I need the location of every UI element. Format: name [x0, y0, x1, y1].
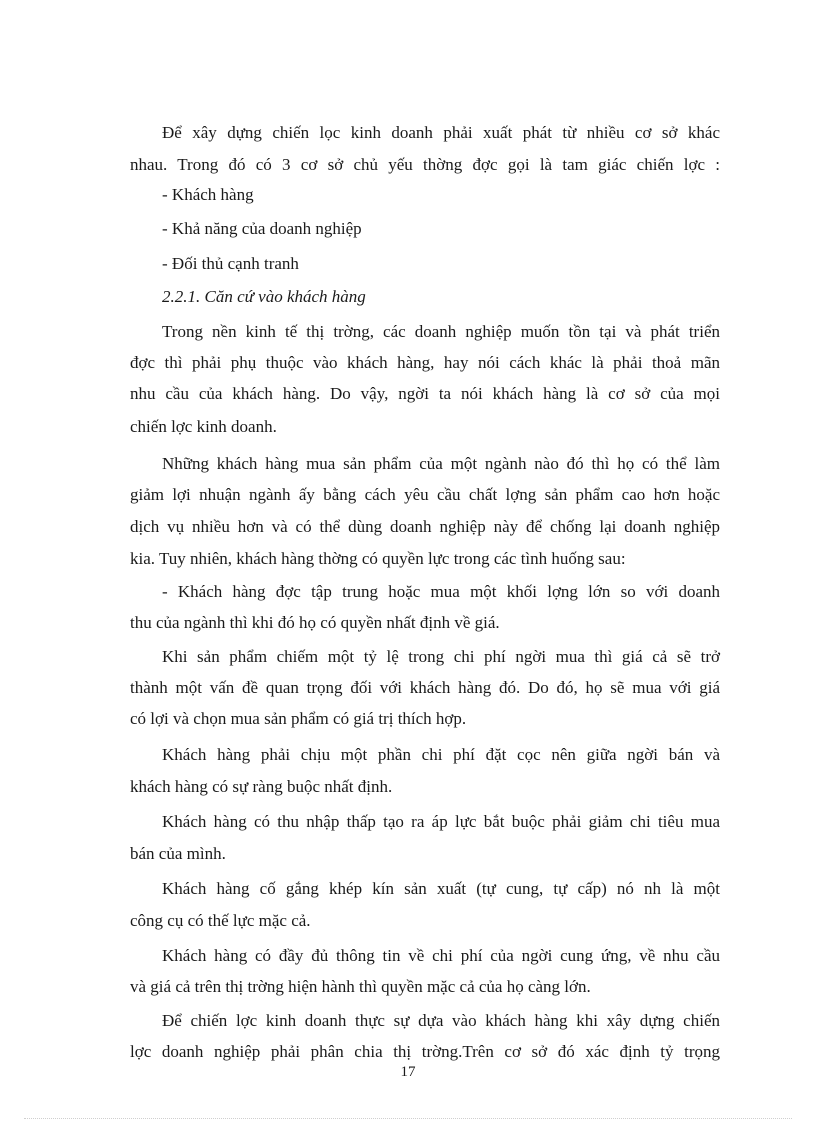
text-line: Để xây dựng chiến lọc kinh doanh phải xuất phát từ nhiều cơ sở khác — [162, 123, 720, 142]
text-line: đợc thì phải phụ thuộc vào khách hàng, hay nói cách khác là phải thoả mãn — [130, 352, 720, 372]
text-line: lợc doanh nghiệp phải phân chia thị trờng.Trên cơ sở đó xác định tỷ trọng — [130, 1042, 720, 1061]
text-line: Khách hàng cố gắng khép kín sản xuất (tự cung, tự cấp) nó nh là một — [162, 879, 720, 899]
text-line: dịch vụ nhiều hơn và có thể dùng doanh nghiệp này để chống lại doanh nghiệp — [130, 516, 720, 536]
text-line: Để chiến lợc kinh doanh thực sự dựa vào khách hàng khi xây dựng chiến — [162, 1010, 720, 1030]
text-line: Trong nền kinh tế thị trờng, các doanh nghiệp muốn tồn tại và phát triển — [162, 321, 720, 341]
list-item: - Đối thủ cạnh tranh — [162, 253, 299, 273]
list-item: - Khả năng của doanh nghiệp — [162, 218, 362, 238]
text-line: và giá cả trên thị trờng hiện hành thì quyền mặc cả của họ càng lớn. — [130, 977, 591, 997]
text-line: giảm lợi nhuận ngành ấy bằng cách yêu cầu chất lợng sản phẩm cao hơn hoặc — [130, 484, 720, 504]
text-line: Khách hàng có đầy đủ thông tin về chi phí của ngời cung ứng, về nhu cầu — [162, 946, 720, 966]
text-line: Khi sản phẩm chiếm một tỷ lệ trong chi phí ngời mua thì giá cả sẽ trở — [162, 647, 720, 667]
text-line: chiến lợc kinh doanh. — [130, 416, 277, 436]
text-line: nhau. Trong đó có 3 cơ sở chủ yếu thờng đợc gọi là tam giác chiến lợc : — [130, 154, 720, 174]
text-line: có lợi và chọn mua sản phẩm có giá trị thích hợp. — [130, 709, 467, 729]
text-line: bán của mình. — [130, 844, 226, 864]
text-line: kia. Tuy nhiên, khách hàng thờng có quyền lực trong các tình huống sau: — [130, 548, 626, 568]
section-heading: 2.2.1. Căn cứ vào khách hàng — [162, 286, 366, 306]
text-line: nhu cầu của khách hàng. Do vậy, ngời ta nói khách hàng là cơ sở của mọi — [130, 383, 720, 403]
text-line: công cụ có thế lực mặc cả. — [130, 911, 311, 931]
page-number: 17 — [400, 1064, 416, 1080]
text-line: thành một vấn đề quan trọng đối với khách hàng đó. Do đó, họ sẽ mua với giá — [130, 678, 720, 698]
page-bottom-rule — [24, 1118, 792, 1119]
text-line: - Khách hàng đợc tập trung hoặc mua một khối lợng lớn so với doanh — [162, 581, 720, 601]
list-item: - Khách hàng — [162, 185, 254, 205]
text-line: thu của ngành thì khi đó họ có quyền nhất định về giá. — [130, 612, 500, 632]
text-line: Những khách hàng mua sản phẩm của một ngành nào đó thì họ có thể làm — [162, 453, 720, 473]
text-line: khách hàng có sự ràng buộc nhất định. — [130, 777, 393, 797]
text-line: Khách hàng phải chịu một phần chi phí đặt cọc nên giữa ngời bán và — [162, 745, 720, 765]
text-line: Khách hàng có thu nhập thấp tạo ra áp lực bắt buộc phải giảm chi tiêu mua — [162, 812, 720, 832]
